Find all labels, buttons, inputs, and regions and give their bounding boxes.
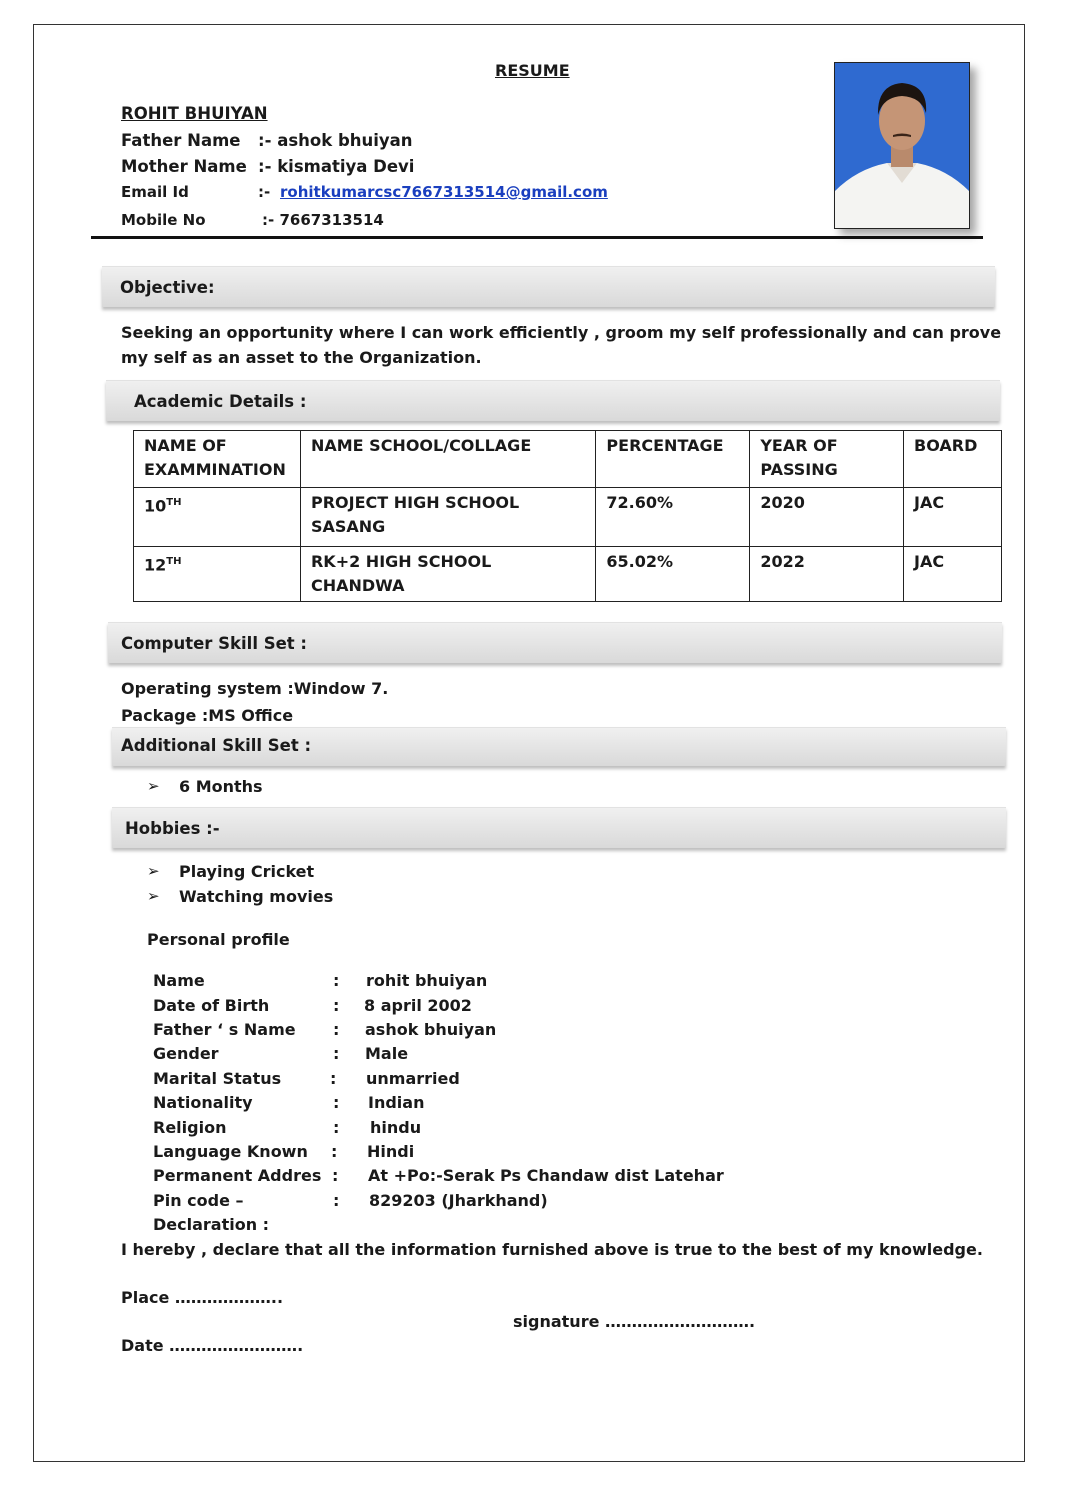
profile-label: Marital Status [153, 1069, 282, 1088]
exam-sup: TH [166, 497, 182, 508]
candidate-name: ROHIT BHUIYAN [121, 104, 268, 123]
profile-value: Indian [368, 1093, 425, 1112]
signature-field: signature ………………………. [513, 1312, 756, 1331]
profile-colon: : [333, 1093, 340, 1112]
profile-value: At +Po:-Serak Ps Chandaw dist Latehar [368, 1166, 724, 1185]
profile-label: Language Known [153, 1142, 308, 1161]
profile-colon: : [331, 1142, 338, 1161]
profile-colon: : [333, 1020, 340, 1039]
profile-colon: : [333, 996, 340, 1015]
hobby-item: Playing Cricket [179, 862, 315, 881]
percentage-cell: 72.60% [596, 488, 750, 547]
place-field: Place ……………….. [121, 1288, 284, 1307]
profile-value: Hindi [367, 1142, 415, 1161]
profile-label: Permanent Addres [153, 1166, 322, 1185]
header-divider [91, 236, 983, 239]
objective-heading: Objective: [120, 278, 215, 297]
computer-skills-heading: Computer Skill Set : [121, 634, 308, 653]
email-label: Email Id [121, 183, 189, 201]
percentage-cell: 65.02% [596, 547, 750, 602]
header-school: NAME SCHOOL/COLLAGE [300, 431, 595, 488]
header-year: YEAR OF PASSING [750, 431, 904, 488]
profile-value: Male [365, 1044, 409, 1063]
profile-photo [834, 62, 970, 229]
objective-heading-band [102, 266, 995, 307]
exam-sup: TH [166, 556, 182, 567]
profile-label: Date of Birth [153, 996, 270, 1015]
declaration-text: I hereby , declare that all the information furnished above is true to the best of my knowledge. [121, 1240, 983, 1259]
declaration-heading: Declaration : [153, 1215, 270, 1234]
exam-value: 12 [144, 555, 167, 575]
year-cell: 2020 [750, 488, 904, 547]
header-exam: NAME OF EXAMMINATION [134, 431, 301, 488]
additional-skills-heading-band [112, 727, 1006, 766]
father-label: Father Name [121, 131, 241, 150]
profile-colon: : [333, 1191, 340, 1210]
profile-value: 8 april 2002 [364, 996, 472, 1015]
profile-colon: : [333, 971, 340, 990]
personal-profile-heading: Personal profile [147, 930, 290, 949]
year-cell: 2022 [750, 547, 904, 602]
resume-title: RESUME [495, 61, 570, 80]
hobby-item: Watching movies [179, 887, 334, 906]
academic-heading: Academic Details : [134, 392, 307, 411]
profile-label: Gender [153, 1044, 219, 1063]
mother-label: Mother Name [121, 157, 247, 176]
school-cell: PROJECT HIGH SCHOOL SASANG [300, 488, 595, 547]
profile-label: Father ‘ s Name [153, 1020, 296, 1039]
father-value: :- ashok bhuiyan [258, 131, 413, 150]
academic-heading-band [106, 380, 1000, 421]
profile-value: 829203 (Jharkhand) [369, 1191, 548, 1210]
profile-value: rohit bhuiyan [366, 971, 488, 990]
board-cell: JAC [904, 547, 1002, 602]
bullet-arrow-icon: ➢ [147, 887, 160, 905]
exam-cell [134, 547, 301, 602]
objective-text-line2: my self as an asset to the Organization. [121, 348, 482, 367]
additional-skills-heading: Additional Skill Set : [121, 736, 312, 755]
mother-value: :- kismatiya Devi [258, 157, 415, 176]
profile-label: Pin code – [153, 1191, 244, 1210]
exam-value: 10 [144, 496, 167, 516]
profile-label: Religion [153, 1118, 227, 1137]
mobile-label: Mobile No [121, 211, 206, 229]
profile-colon: : [330, 1069, 337, 1088]
profile-value: hindu [370, 1118, 422, 1137]
board-cell: JAC [904, 488, 1002, 547]
bullet-arrow-icon: ➢ [147, 777, 160, 795]
bullet-arrow-icon: ➢ [147, 862, 160, 880]
header-percentage: PERCENTAGE [596, 431, 750, 488]
table-row [134, 488, 1002, 547]
profile-colon: : [333, 1118, 340, 1137]
computer-skills-os: Operating system :Window 7. [121, 679, 389, 698]
school-cell: RK+2 HIGH SCHOOL CHANDWA [300, 547, 595, 602]
exam-cell [134, 488, 301, 547]
hobbies-heading-band [112, 807, 1006, 848]
computer-skills-heading-band [108, 622, 1002, 663]
profile-label: Nationality [153, 1093, 253, 1112]
profile-colon: : [332, 1166, 339, 1185]
mobile-value: :- 7667313514 [262, 211, 384, 229]
profile-photo-image [835, 63, 969, 228]
email-link[interactable]: rohitkumarcsc7667313514@gmail.com [280, 183, 608, 201]
profile-colon: : [333, 1044, 340, 1063]
hobbies-heading: Hobbies :- [125, 819, 220, 838]
email-separator: :- [258, 183, 271, 201]
computer-skills-package: Package :MS Office [121, 706, 294, 725]
table-row [134, 547, 1002, 602]
date-field: Date ……………………. [121, 1336, 304, 1355]
profile-value: ashok bhuiyan [365, 1020, 497, 1039]
header-board: BOARD [904, 431, 1002, 488]
profile-value: unmarried [366, 1069, 460, 1088]
objective-text-line1: Seeking an opportunity where I can work efficiently , groom my self professionally and can prove [121, 323, 1002, 342]
table-header-row [134, 431, 1002, 488]
additional-skill-item: 6 Months [179, 777, 263, 796]
profile-label: Name [153, 971, 205, 990]
academic-table [133, 430, 1002, 602]
